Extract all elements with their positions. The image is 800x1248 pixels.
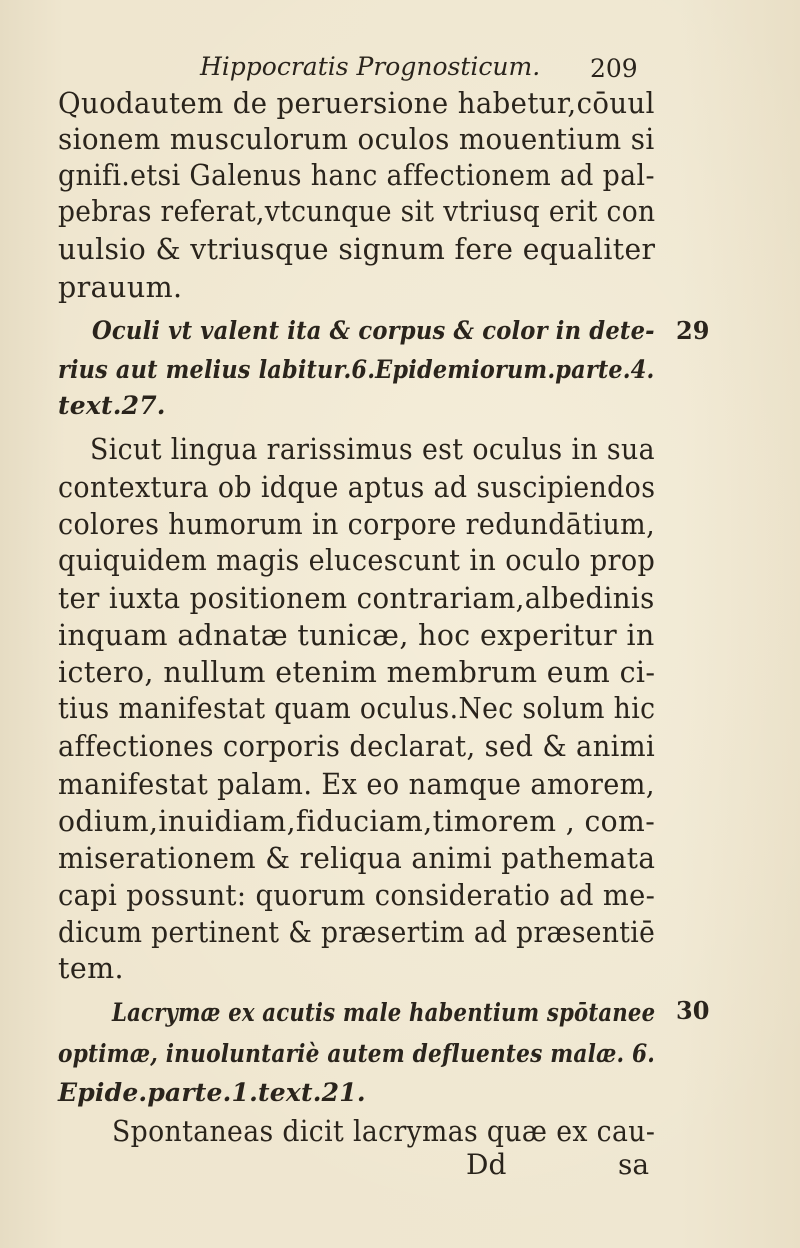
text-line: ter iuxta positionem contrariam,albedinis: [58, 582, 655, 615]
text-line: prauum.: [58, 271, 183, 304]
text-line: sionem musculorum oculos mouentium si: [58, 123, 655, 156]
text-line: uulsio & vtriusque signum fere equaliter: [58, 233, 656, 266]
page-number: 209: [590, 54, 638, 83]
text-line: inquam adnatæ tunicæ, hoc experitur in: [58, 619, 655, 652]
text-line: capi possunt: quorum consideratio ad me-: [58, 879, 656, 912]
text-line: colores humorum in corpore redundātium,: [58, 508, 656, 541]
text-line: gnifi.etsi Galenus hanc affectionem ad pal-: [58, 159, 655, 192]
margin-number: 29: [676, 316, 710, 345]
text-line: Quodautem de peruersione habetur,cōuul: [58, 87, 655, 120]
aphorism-heading: Oculi vt valent ita & corpus & color in dete-: [92, 316, 655, 345]
aphorism-reference: text.27.: [58, 391, 166, 420]
aphorism-heading: rius aut melius labitur.6.Epidemiorum.parte.4.: [58, 355, 655, 384]
aphorism-heading: Lacrymæ ex acutis male habentium spōtanee: [112, 998, 656, 1027]
text-line: quiquidem magis elucescunt in oculo prop: [58, 544, 656, 577]
text-line: affectiones corporis declarat, sed & animi: [58, 730, 656, 763]
text-line: Spontaneas dicit lacrymas quæ ex cau-: [112, 1115, 656, 1148]
catchword: sa: [618, 1148, 650, 1181]
text-line: manifestat palam. Ex eo namque amorem,: [58, 768, 655, 801]
text-line: pebras referat,vtcunque sit vtriusq erit con: [58, 195, 656, 228]
text-line: tius manifestat quam oculus.Nec solum hic: [58, 692, 656, 725]
aphorism-reference: Epide.parte.1.text.21.: [58, 1078, 366, 1107]
running-title: Hippocratis Prognosticum.: [200, 52, 541, 81]
text-line: tem.: [58, 952, 125, 985]
margin-number: 30: [676, 996, 710, 1025]
text-line: odium,inuidiam,fiduciam,timorem , com-: [58, 805, 656, 838]
aphorism-heading: optimæ, inuoluntariè autem defluentes malæ. 6.: [58, 1039, 656, 1068]
text-line: dicum pertinent & præsertim ad præsentiē: [58, 916, 656, 949]
text-line: contextura ob idque aptus ad suscipiendos: [58, 471, 656, 504]
text-line: ictero, nullum etenim membrum eum ci-: [58, 656, 656, 689]
text-line: miserationem & reliqua animi pathemata: [58, 842, 656, 875]
signature-mark: Dd: [466, 1148, 507, 1181]
text-line: Sicut lingua rarissimus est oculus in sua: [90, 433, 656, 466]
